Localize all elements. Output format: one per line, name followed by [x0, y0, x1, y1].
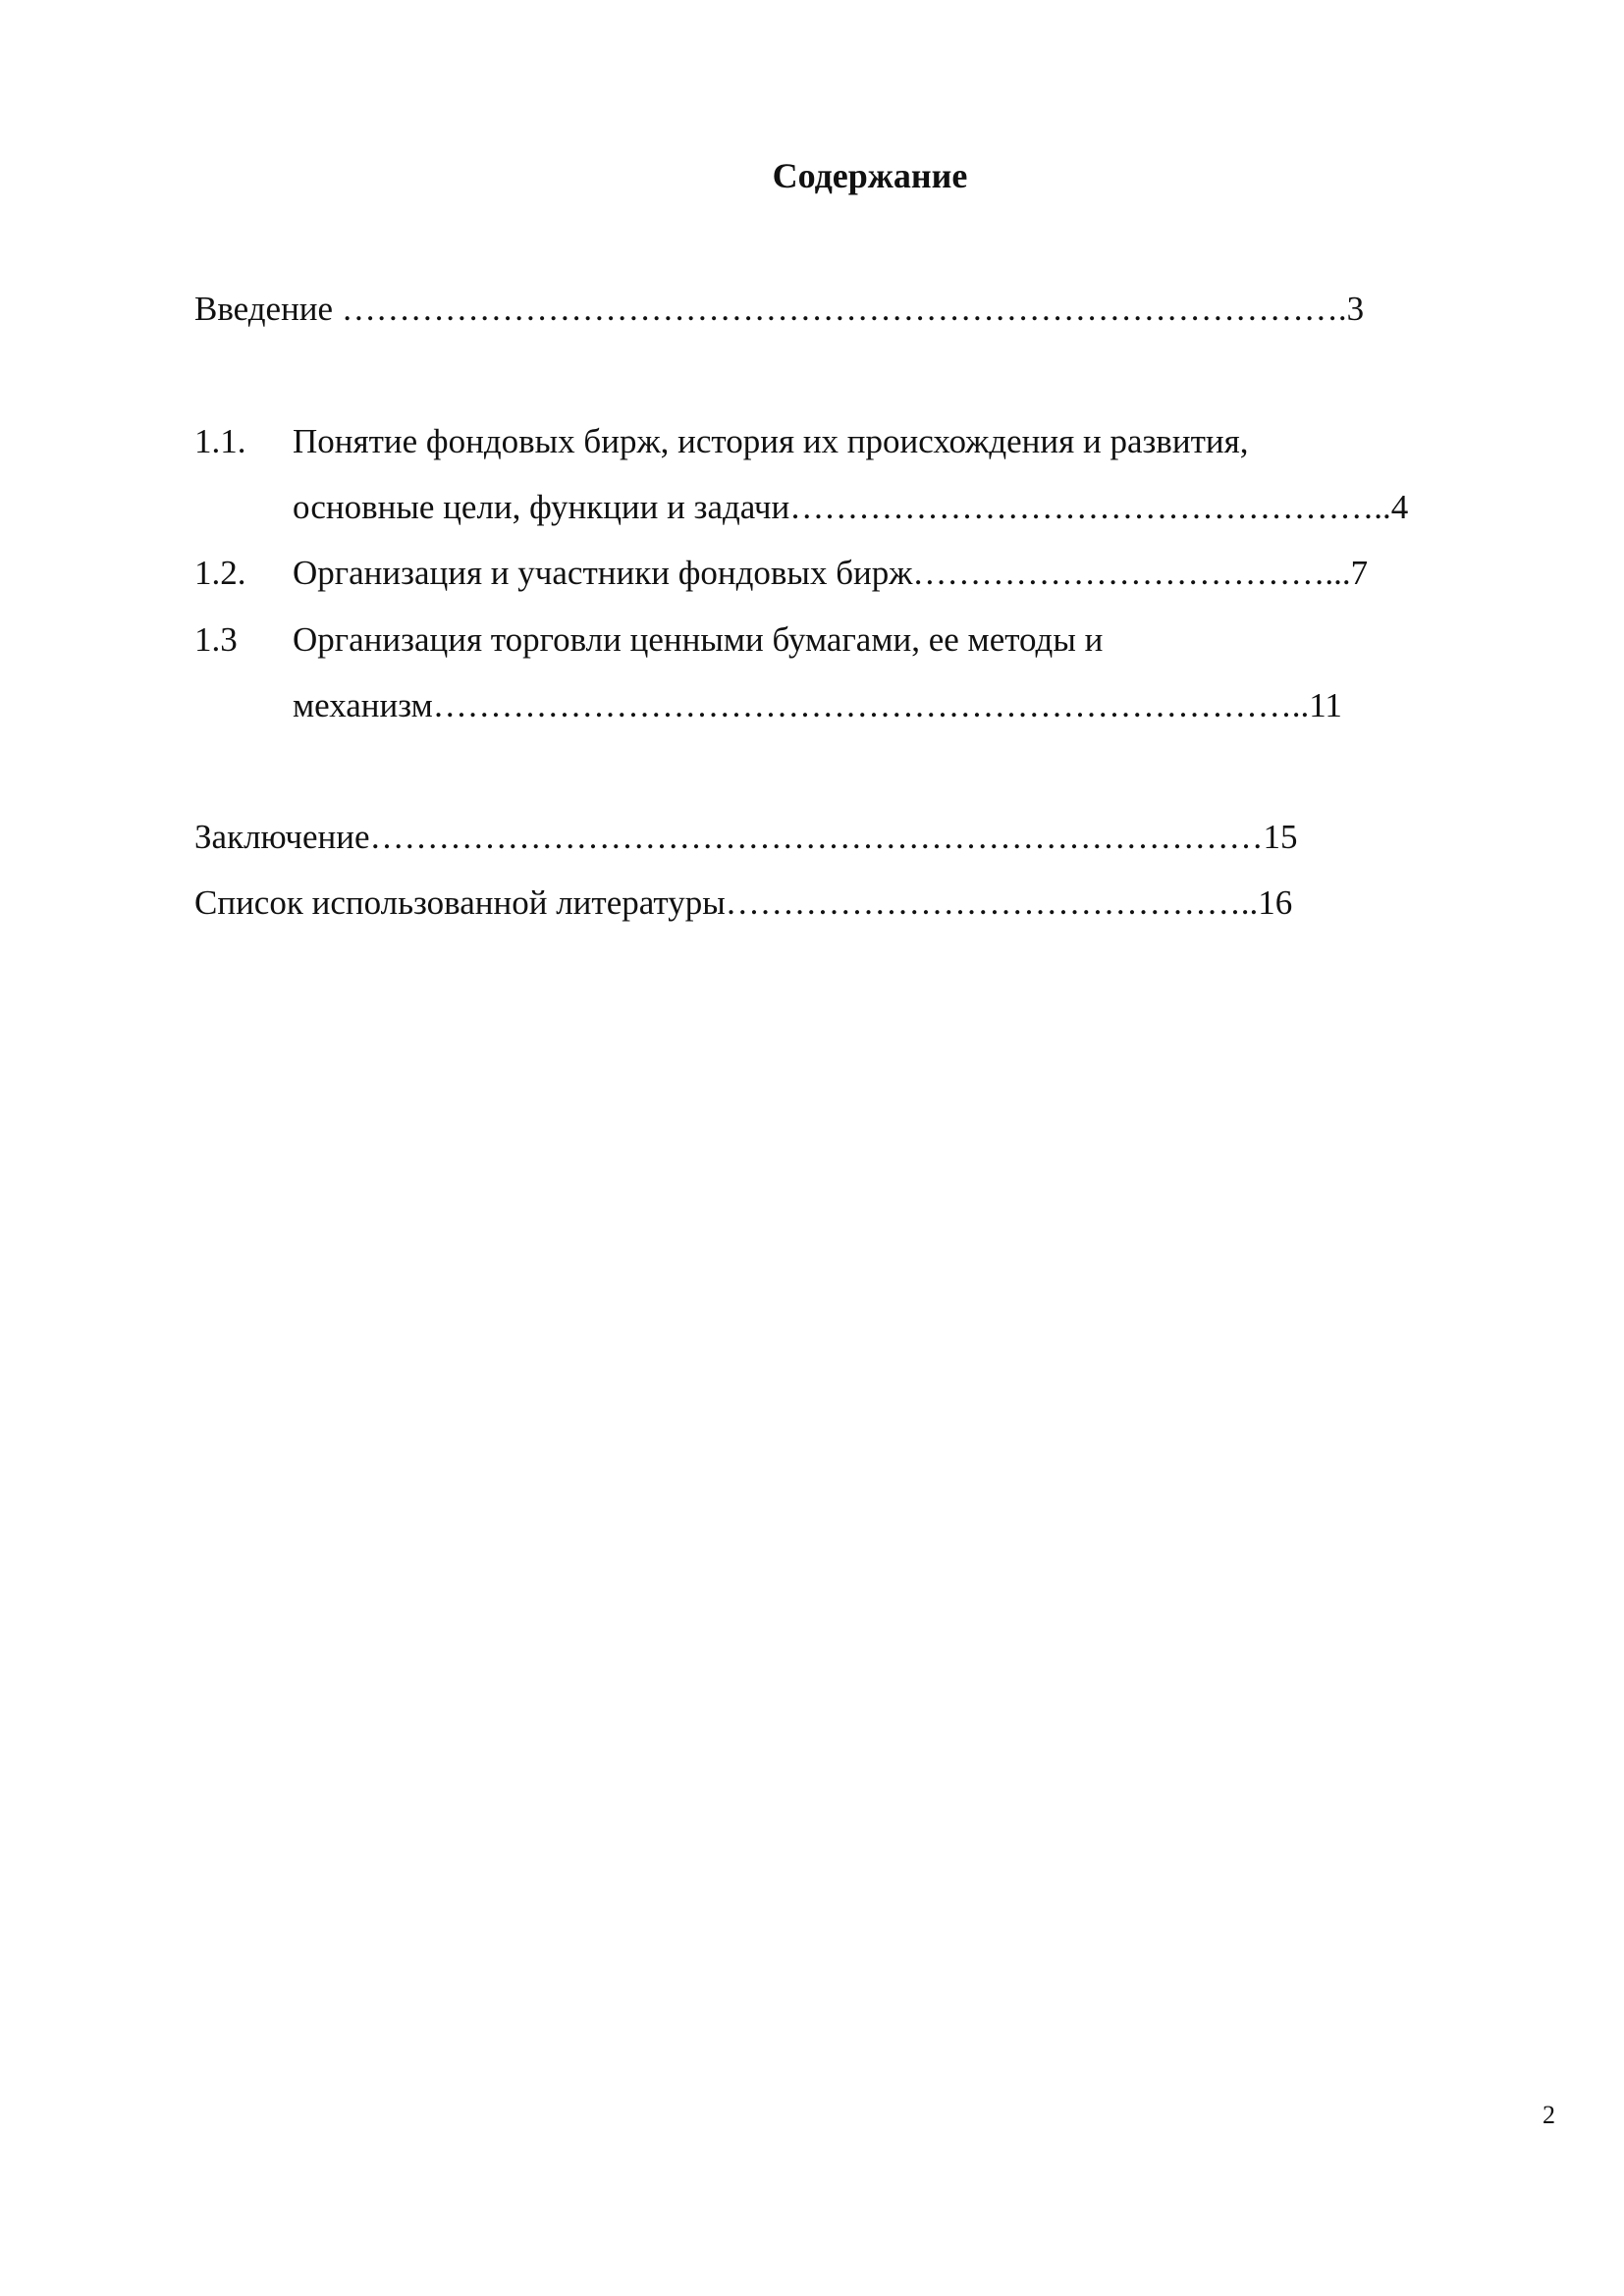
toc-entry-text: основные цели, функции и задачи……………………………………………..4 [293, 488, 1409, 526]
page-number: 2 [1543, 2101, 1555, 2129]
toc-entry-conclusion: Заключение……………………………………………………………………15 [194, 818, 1298, 856]
toc-entry-number: 1.1. [194, 422, 246, 460]
toc-entry-text: Организация торговли ценными бумагами, ее методы и [293, 620, 1104, 659]
toc-entry-introduction: Введение …………………………………………………………………………….3 [194, 290, 1365, 328]
toc-entry-number: 1.2. [194, 554, 246, 592]
toc-entry-number: 1.3 [194, 620, 238, 659]
page-title: Содержание [772, 156, 968, 195]
toc-entry-text: Понятие фондовых бирж, история их происхождения и развития, [293, 422, 1249, 460]
toc-entry-text: механизм…………………………………………………………………..11 [293, 686, 1342, 724]
toc-entry-references: Список использованной литературы………………………………………..16 [194, 883, 1293, 922]
toc-entry-text: Организация и участники фондовых бирж………………………………...7 [293, 554, 1369, 592]
